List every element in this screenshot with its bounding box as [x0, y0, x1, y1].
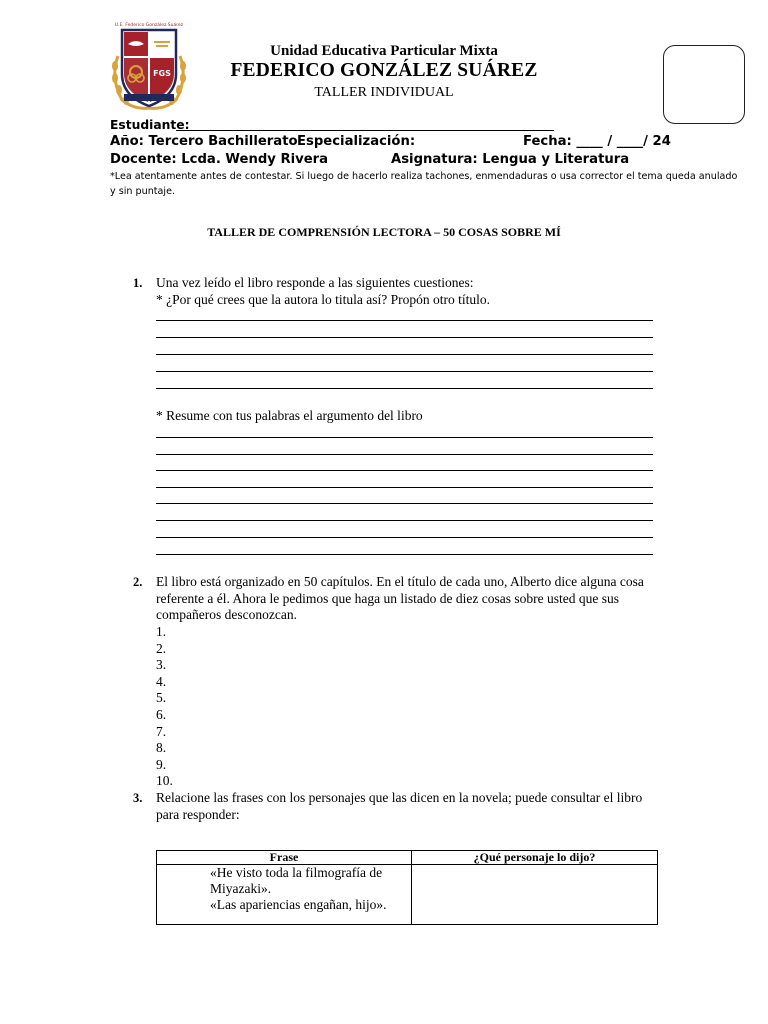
answer-line[interactable]: [156, 354, 653, 355]
photo-box: [663, 45, 745, 124]
question-2-number: 2.: [133, 575, 143, 589]
list-item[interactable]: 8.: [156, 740, 167, 755]
date-field[interactable]: Fecha: ____ / ____/ 24: [523, 134, 671, 149]
table-header-row: [157, 851, 658, 865]
phrase-cell: [157, 865, 412, 925]
year-label: Año: Tercero Bachillerato: [110, 134, 298, 149]
phrase-1: «He visto toda la filmografía de Miyazaki».: [210, 865, 383, 896]
list-item[interactable]: 5.: [156, 690, 167, 705]
phrase-character-table: [156, 850, 658, 925]
worksheet-title: TALLER DE COMPRENSIÓN LECTORA – 50 COSAS SOBRE MÍ: [207, 225, 561, 239]
student-label: Estudiante:: [110, 118, 190, 132]
answer-line[interactable]: [156, 337, 653, 338]
svg-text:FGS: FGS: [153, 69, 171, 78]
question-1-sub-a: * ¿Por qué crees que la autora lo titula así? Propón otro título.: [156, 292, 491, 307]
list-item[interactable]: 10.: [156, 773, 173, 788]
answer-line[interactable]: [156, 320, 653, 321]
student-name-field[interactable]: [176, 130, 554, 131]
column-header-character: ¿Qué personaje lo dijo?: [412, 851, 658, 865]
answer-line[interactable]: [156, 554, 653, 555]
column-header-phrase: Frase: [157, 851, 412, 865]
answer-line[interactable]: [156, 520, 653, 521]
answer-line[interactable]: [156, 537, 653, 538]
question-2-text: El libro está organizado en 50 capítulos. En el título de cada uno, Alberto dice alguna cosa referente a él. Ahora le pedimos que haga un listado de diez cosas sobre usted que sus compañeros desconozcan.: [156, 574, 644, 622]
teacher-label: Docente: Lcda. Wendy Rivera: [110, 152, 329, 167]
answer-line[interactable]: [156, 503, 653, 504]
list-item[interactable]: 7.: [156, 724, 167, 739]
character-answer-cell[interactable]: [412, 865, 658, 925]
list-item[interactable]: 4.: [156, 674, 167, 689]
table-row: [157, 865, 658, 925]
svg-text:U.E. Federico González Suárez: U.E. Federico González Suárez: [114, 23, 184, 28]
answer-line[interactable]: [156, 470, 653, 471]
answer-line[interactable]: [156, 454, 653, 455]
list-item[interactable]: 3.: [156, 657, 167, 672]
school-type: Unidad Educativa Particular Mixta: [270, 43, 498, 59]
school-logo: [108, 16, 190, 114]
question-1-text: Una vez leído el libro responde a las siguientes cuestiones:: [156, 275, 474, 290]
answer-line[interactable]: [156, 371, 653, 372]
answer-line[interactable]: [156, 487, 653, 488]
subject-label: Asignatura: Lengua y Literatura: [391, 152, 630, 167]
instructions-note: *Lea atentamente antes de contestar. Si luego de hacerlo realiza tachones, enmendaduras o usa corrector el tema queda anulado y sin puntaje.: [110, 171, 738, 197]
list-item[interactable]: 1.: [156, 624, 167, 639]
list-item[interactable]: 9.: [156, 757, 167, 772]
question-3-text: Relacione las frases con los personajes que las dicen en la novela; puede consultar el libro para responder:: [156, 790, 643, 822]
answer-line[interactable]: [156, 388, 653, 389]
school-name: FEDERICO GONZÁLEZ SUÁREZ: [230, 60, 538, 81]
question-3-number: 3.: [133, 791, 143, 805]
question-1-number: 1.: [133, 276, 143, 290]
specialization-label: Especialización:: [297, 134, 416, 149]
phrase-2: «Las apariencias engañan, hijo».: [210, 897, 387, 912]
answer-line[interactable]: [156, 437, 653, 438]
list-item[interactable]: 6.: [156, 707, 167, 722]
question-1-sub-b: * Resume con tus palabras el argumento del libro: [156, 408, 423, 423]
document-type: TALLER INDIVIDUAL: [314, 85, 454, 100]
list-item[interactable]: 2.: [156, 641, 167, 656]
